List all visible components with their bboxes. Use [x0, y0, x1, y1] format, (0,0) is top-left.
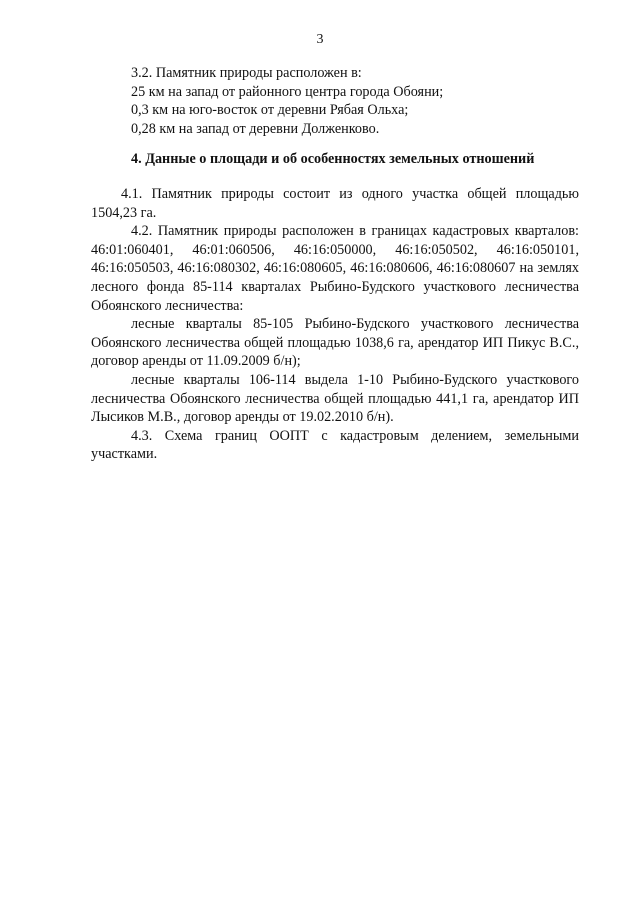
location-heading: 3.2. Памятник природы расположен в:	[131, 65, 362, 81]
paragraph-forest-quarters-106-114: лесные кварталы 106-114 выдела 1-10 Рыбино-Будского участкового лесничества Обоянского лесничества общей площадью 441,1 га, арендатор ИП Лысиков М.В., договор аренды от 19.02.2010 б/н).	[91, 371, 579, 426]
location-line-ryabaya-olkha: 0,3 км на юго-восток от деревни Рябая Ольха;	[131, 102, 409, 119]
section-heading: 4. Данные о площади и об особенностях земельных отношений	[131, 151, 535, 167]
paragraph-forest-quarters-85-105: лесные кварталы 85-105 Рыбино-Будского участкового лесничества Обоянского лесничества общей площадью 1038,6 га, арендатор ИП Пикус В.С., договор аренды от 11.09.2009 б/н);	[91, 316, 579, 370]
land-relations-section	[91, 185, 579, 464]
paragraph-cadastral-quarters: 4.2. Памятник природы расположен в границах кадастровых кварталов: 46:01:060401, 46:01:060506, 46:16:050000, 46:16:050502, 46:16:050101, 46:16:050503, 46:16:080302, 46:16:080605, 46:16:080606, 46:16:080607 на землях лесного фонда 85-114 кварталах Рыбино-Будского участкового лесничества Обоянского лесничества:	[91, 223, 579, 314]
location-section	[91, 64, 579, 138]
paragraph-boundary-scheme: 4.3. Схема границ ООПТ с кадастровым делением, земельными участками.	[91, 427, 579, 463]
location-line-dolzhenkovo: 0,28 км на запад от деревни Долженково.	[131, 120, 380, 137]
paragraph-area: 4.1. Памятник природы состоит из одного участка общей площадью 1504,23 га.	[91, 186, 579, 221]
location-line-oboyan: 25 км на запад от районного центра города Обояни;	[131, 83, 444, 100]
page-number: 3	[316, 32, 324, 47]
